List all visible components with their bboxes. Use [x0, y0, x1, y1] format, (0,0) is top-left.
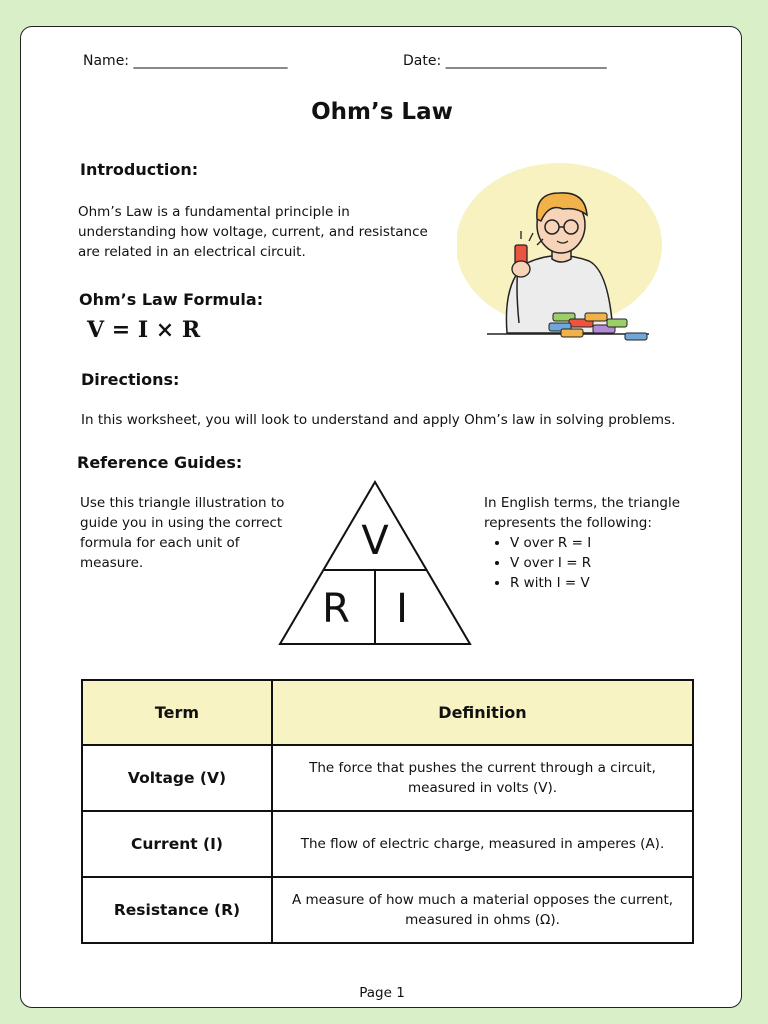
table-row	[82, 745, 693, 811]
terms-table	[81, 679, 694, 944]
directions-heading: Directions:	[81, 370, 180, 389]
term-cell: Resistance (R)	[82, 877, 272, 943]
table-row	[82, 877, 693, 943]
triangle-label-i: I	[396, 586, 408, 632]
definition-cell: A measure of how much a material opposes the current, measured in ohms (Ω).	[272, 877, 693, 943]
list-item: • V over I = R	[510, 553, 689, 573]
reference-heading: Reference Guides:	[77, 453, 243, 472]
directions-text: In this worksheet, you will look to understand and apply Ohm’s law in solving problems.	[81, 412, 676, 428]
triangle-label-r: R	[322, 586, 350, 632]
reference-bullet-list	[484, 533, 689, 593]
student-illustration	[457, 163, 679, 355]
table-row	[82, 811, 693, 877]
introduction-heading: Introduction:	[80, 160, 199, 179]
date-field: Date: _______________________	[403, 53, 607, 69]
definition-column-header: Definition	[272, 680, 693, 745]
page-number: Page 1	[359, 985, 405, 1001]
term-cell: Voltage (V)	[82, 745, 272, 811]
list-item: • V over R = I	[510, 533, 689, 553]
introduction-text: Ohm’s Law is a fundamental principle in understanding how voltage, current, and resistance are related in an electrical circuit.	[78, 204, 428, 260]
term-cell: Current (I)	[82, 811, 272, 877]
triangle-label-v: V	[361, 518, 389, 564]
definition-cell: The force that pushes the current through a circuit, measured in volts (V).	[272, 745, 693, 811]
definition-cell: The flow of electric charge, measured in amperes (A).	[272, 811, 693, 877]
list-item: • R with I = V	[510, 573, 689, 593]
term-column-header: Term	[82, 680, 272, 745]
formula-heading: Ohm’s Law Formula:	[79, 290, 264, 309]
page-title: Ohm’s Law	[311, 99, 453, 125]
table-header-row	[82, 680, 693, 745]
reference-right-text	[484, 493, 689, 593]
name-field: Name: ______________________	[83, 53, 288, 69]
reference-left-text: Use this triangle illustration to guide you in using the correct formula for each unit of measure.	[80, 495, 285, 571]
worksheet-page	[20, 26, 742, 1008]
formula-text: V = I × R	[87, 317, 201, 343]
reference-right-intro: In English terms, the triangle represents the following:	[484, 495, 681, 531]
